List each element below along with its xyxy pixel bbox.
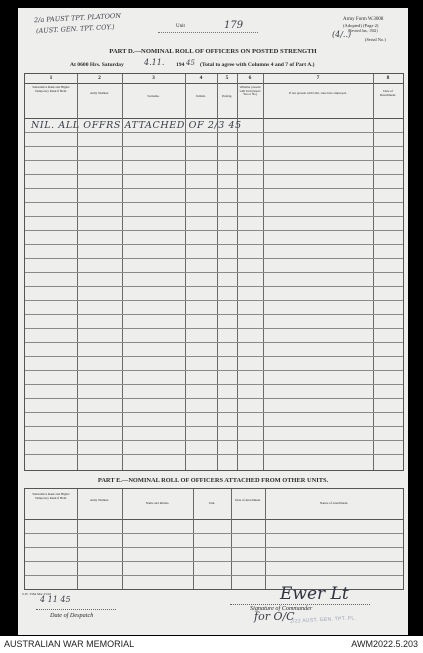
form-sheet — [18, 8, 408, 635]
part-e-col-unit: Unit. — [208, 501, 216, 505]
table-row-rule — [25, 258, 403, 259]
print-code: S.W. 3364 Mar 23/45 — [22, 592, 52, 596]
table-row-rule — [25, 244, 403, 245]
col-separator — [122, 489, 123, 589]
col-separator — [77, 489, 78, 589]
table-row-rule — [25, 146, 403, 147]
table-row-rule — [25, 216, 403, 217]
caption-right: AWM2022.5.203 — [351, 639, 418, 649]
table-row-rule — [25, 328, 403, 329]
col-header-posting: Posting. — [221, 94, 233, 98]
table-row-rule — [25, 272, 403, 273]
handwritten-unit-number: 179 — [224, 20, 244, 31]
col-header-surname: Surname. — [147, 94, 160, 98]
table-row-rule — [25, 230, 403, 231]
caption-left: AUSTRALIAN WAR MEMORIAL — [4, 639, 135, 649]
army-form-label: Army Form W.3008 — [343, 17, 384, 22]
year-prefix: 194 — [176, 62, 185, 68]
handwritten-unit-line1: 2/a PAUST TPT. PLATOON — [33, 11, 122, 25]
col-number: 4 — [199, 75, 203, 81]
handwritten-serial: (4/..) — [332, 30, 352, 39]
table-row-rule — [25, 561, 403, 562]
caption-bar — [0, 636, 423, 653]
handwritten-signature-for: for O/C — [254, 610, 295, 623]
handwritten-row1-entry: NIL. ALL OFFRS ATTACHED OF 2/3 45 — [31, 120, 242, 131]
col-header-date-detachment: Date of Detachment. — [379, 89, 397, 97]
table-row-rule — [25, 174, 403, 175]
table-row-rule — [25, 160, 403, 161]
table-row-rule — [25, 188, 403, 189]
part-d-number-row-rule — [25, 83, 403, 84]
table-row-rule — [25, 440, 403, 441]
part-d-at-hours: At 0600 Hrs. Saturday — [70, 62, 124, 68]
handwritten-signature: Ewer Lt — [280, 584, 349, 604]
table-row-rule — [25, 575, 403, 576]
col-header-how-employed: If not present with Unit, state how employed. — [289, 91, 347, 95]
col-number: 7 — [316, 75, 320, 81]
table-row-rule — [25, 412, 403, 413]
table-row-rule — [25, 314, 403, 315]
part-e-col-date: Date of Attachment. — [235, 498, 261, 502]
col-separator — [265, 489, 266, 589]
col-number: 3 — [152, 75, 155, 81]
table-row-rule — [25, 300, 403, 301]
part-e-table — [24, 488, 404, 590]
handwritten-despatch-date: 4 11 45 — [40, 595, 71, 604]
col-header-present: Whether present with Unit (insert Yes or No) — [239, 85, 261, 97]
despatch-underline — [36, 609, 116, 610]
part-e-header-rule — [25, 519, 403, 520]
part-d-table — [24, 73, 404, 471]
adopted-label: (Adopted) (Page 2) — [343, 23, 379, 28]
table-row-rule — [25, 398, 403, 399]
part-e-col-nature: Nature of Attachment. — [319, 501, 349, 505]
table-row-rule — [25, 533, 403, 534]
table-row-rule — [25, 356, 403, 357]
revised-label: (Revised Jan., 1942) — [348, 29, 378, 33]
part-d-header-rule — [25, 118, 403, 119]
table-row-rule — [25, 547, 403, 548]
col-header-initials: Initials. — [196, 94, 206, 98]
col-number: 2 — [98, 75, 101, 81]
table-row-rule — [25, 342, 403, 343]
date-of-despatch-label: Date of Despatch — [50, 612, 94, 619]
part-d-instruction: (Total to agree with Columns 4 and 7 of Part A.) — [200, 62, 315, 68]
table-row-rule — [25, 426, 403, 427]
part-e-col-rank: Substantive Rank and Higher Temporary Rank if Held. — [32, 492, 70, 500]
col-separator — [193, 489, 194, 589]
col-header-army-number: Army Number. — [89, 91, 110, 95]
col-number: 8 — [386, 75, 390, 81]
table-row-rule — [25, 202, 403, 203]
col-number: 6 — [248, 75, 252, 81]
part-e-title: PART E.—NOMINAL ROLL OF OFFICERS ATTACHED FROM OTHER UNITS. — [97, 477, 329, 484]
col-separator — [231, 489, 232, 589]
table-row-rule — [25, 132, 403, 133]
table-row-rule — [25, 454, 403, 455]
handwritten-date: 4.11. — [144, 58, 165, 67]
handwritten-year: 45 — [186, 59, 195, 67]
part-e-col-name: Name and Initials. — [145, 501, 170, 505]
table-row-rule — [25, 286, 403, 287]
part-e-col-army-number: Army Number. — [89, 498, 110, 502]
table-row-rule — [25, 384, 403, 385]
col-number: 1 — [49, 75, 53, 81]
handwritten-unit-line2: (AUST. GEN. TPT. COY.) — [35, 22, 115, 36]
part-d-title: PART D.—NOMINAL ROLL OF OFFICERS ON POSTED STRENGTH — [109, 48, 317, 55]
signature-of-commander-label: Signature of Commander — [250, 605, 313, 612]
table-row-rule — [25, 370, 403, 371]
col-header-rank: Substantive Rank and Higher Temporary Rank if Held. — [32, 85, 70, 93]
unit-label: Unit — [176, 24, 185, 29]
unit-underline — [158, 32, 258, 33]
unit-stamp: 2/22 AUST. GEN. TPT. PL. — [289, 615, 357, 625]
col-number: 5 — [225, 75, 229, 81]
serial-label: (Serial No.) — [365, 37, 386, 42]
